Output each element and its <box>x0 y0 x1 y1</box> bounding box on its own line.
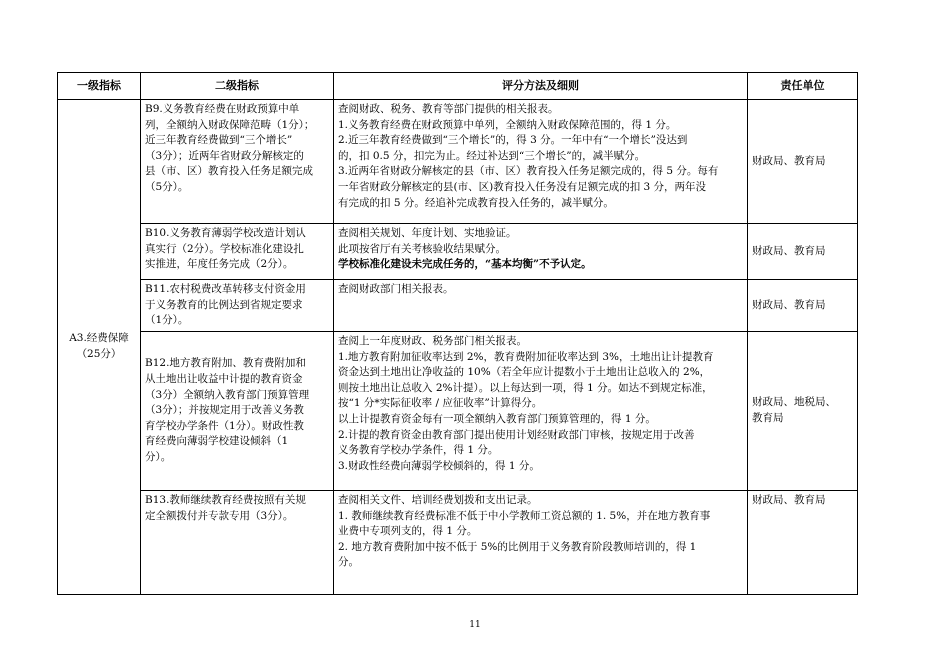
method-cell <box>334 491 748 595</box>
unit-line: 财政局、教育局 <box>752 244 826 257</box>
indicator-line: （3分）全额纳入教育部门预算管理 <box>145 388 310 401</box>
method-line: 以上计提教育资金每有一项全额纳入教育部门预算管理的，得 1 分。 <box>338 412 656 425</box>
method-line: 查阅上一年度财政、税务部门相关报表。 <box>338 335 527 347</box>
indicator-line: 实推进，年度任务完成（2分）。 <box>145 258 294 271</box>
method-line: 2.近三年教育经费做到“三个增长”的，得 3 分。一年中有“一个增长”没达到 <box>338 134 688 147</box>
table-row <box>58 280 858 332</box>
header-level1: 一级指标 <box>58 73 141 100</box>
indicator-line: （3分）；近两年省财政分解核定的 <box>145 149 304 162</box>
level1-score: （25分） <box>76 348 122 360</box>
table-header-row <box>58 73 858 100</box>
method-line: 一年省财政分解核定的县(市、区)教育投入任务没有足额完成的扣 3 分，两年没 <box>338 180 707 193</box>
level1-name: A3.经费保障 <box>69 332 129 345</box>
unit-line: 财政局、教育局 <box>752 154 826 167</box>
method-line: 3.近两年省财政分解核定的县（市、区）教育投入任务足额完成的，得 5 分。每有 <box>338 165 719 178</box>
method-cell <box>334 100 748 224</box>
indicator-cell <box>141 224 334 280</box>
method-line: 1.义务教育经费在财政预算中单列，全额纳入财政保障范围的，得 1 分。 <box>338 118 677 131</box>
unit-cell <box>748 491 858 595</box>
indicator-cell <box>141 491 334 595</box>
page-number: 11 <box>469 620 481 630</box>
unit-cell <box>748 332 858 491</box>
table-row <box>58 224 858 280</box>
method-line: 3.财政性经费向薄弱学校倾斜的，得 1 分。 <box>338 459 540 472</box>
method-line: 2. 地方教育费附加中按不低于 5%的比例用于义务教育阶段教师培训的，得 1 <box>338 540 697 553</box>
indicator-line: （1分）。 <box>145 314 189 327</box>
indicator-line: B9.义务教育经费在财政预算中单 <box>145 103 300 115</box>
method-line: 则按土地出让总收入 2%计提）。以上每达到一项，得 1 分。如达不到规定标准， <box>338 381 713 394</box>
indicator-line: B12.地方教育附加、教育费附加和 <box>145 357 306 370</box>
unit-line: 教育局 <box>752 412 784 424</box>
table-row <box>58 332 858 491</box>
indicator-cell <box>141 100 334 224</box>
unit-line: 财政局、地税局、 <box>752 396 836 409</box>
unit-cell <box>748 280 858 332</box>
indicator-line: 育学校办学条件（1分）。财政性教 <box>145 419 304 432</box>
unit-cell <box>748 224 858 280</box>
method-cell <box>334 280 748 332</box>
indicator-line: 近三年教育经费做到“三个增长” <box>145 134 293 147</box>
method-bold-line: 学校标准化建设未完成任务的，“基本均衡”不予认定。 <box>338 258 592 271</box>
method-cell <box>334 332 748 491</box>
indicator-line: 育经费向薄弱学校建设倾斜（1 <box>145 435 289 448</box>
method-line: 此项按省厅有关考核验收结果赋分。 <box>338 242 506 255</box>
indicator-line: B10.义务教育薄弱学校改造计划认 <box>145 227 306 239</box>
method-line: 查阅财政部门相关报表。 <box>338 283 454 295</box>
method-line: 业费中专项列支的，得 1 分。 <box>338 525 478 538</box>
indicator-line: 分）。 <box>145 450 172 463</box>
method-line: 查阅相关文件、培训经费划拨和支出记录。 <box>338 494 538 506</box>
indicator-cell <box>141 332 334 491</box>
method-line: 查阅财政、税务、教育等部门提供的相关报表。 <box>338 103 559 115</box>
table-row <box>58 491 858 595</box>
indicator-line: 于义务教育的比例达到省规定要求 <box>145 298 303 311</box>
unit-line: 财政局、教育局 <box>752 298 826 311</box>
indicator-line: （5分）。 <box>145 180 189 193</box>
method-cell <box>334 224 748 280</box>
indicator-line: 定全额拨付并专款专用（3分）。 <box>145 509 294 522</box>
indicator-line: 从土地出让收益中计提的教育资金 <box>145 373 303 386</box>
header-unit: 责任单位 <box>748 73 858 100</box>
indicator-line: B13.教师继续教育经费按照有关规 <box>145 494 306 506</box>
method-line: 2.计提的教育资金由教育部门提出使用计划经财政部门审核，按规定用于改善 <box>338 428 695 441</box>
indicator-cell <box>141 280 334 332</box>
indicator-line: 县（市、区）教育投入任务足额完成 <box>145 165 313 178</box>
method-line: 有完成的扣 5 分。经追补完成教育投入任务的，减半赋分。 <box>338 196 614 209</box>
indicator-line: （3分）；并按规定用于改善义务教 <box>145 404 304 417</box>
indicator-line: 真实行（2分）。学校标准化建设扎 <box>145 242 304 255</box>
header-method: 评分方法及细则 <box>334 73 748 100</box>
evaluation-table <box>57 72 858 595</box>
method-line: 资金达到土地出让净收益的 10%（若全年应计提数小于土地出让总收入的 2%， <box>338 366 711 379</box>
indicator-line: B11.农村税费改革转移支付资金用 <box>145 283 306 295</box>
level1-cell <box>58 100 141 595</box>
method-line: 1. 教师继续教育经费标准不低于中小学教师工资总额的 1. 5%，并在地方教育事 <box>338 509 711 522</box>
unit-cell <box>748 100 858 224</box>
method-line: 的，扣 0.5 分，扣完为止。经过补达到“三个增长”的，减半赋分。 <box>338 149 646 162</box>
unit-line: 财政局、教育局 <box>752 494 826 506</box>
method-line: 1.地方教育附加征收率达到 2%，教育费附加征收率达到 3%，土地出让计提教育 <box>338 350 714 363</box>
method-line: 按“1 分*实际征收率 / 应征收率”计算得分。 <box>338 397 543 410</box>
method-line: 义务教育学校办学条件，得 1 分。 <box>338 444 499 457</box>
indicator-line: 列，全额纳入财政保障范畴（1分）； <box>145 118 315 131</box>
header-level2: 二级指标 <box>141 73 334 100</box>
method-line: 分。 <box>338 556 359 569</box>
table-row <box>58 100 858 224</box>
method-line: 查阅相关规划、年度计划、实地验证。 <box>338 227 517 239</box>
